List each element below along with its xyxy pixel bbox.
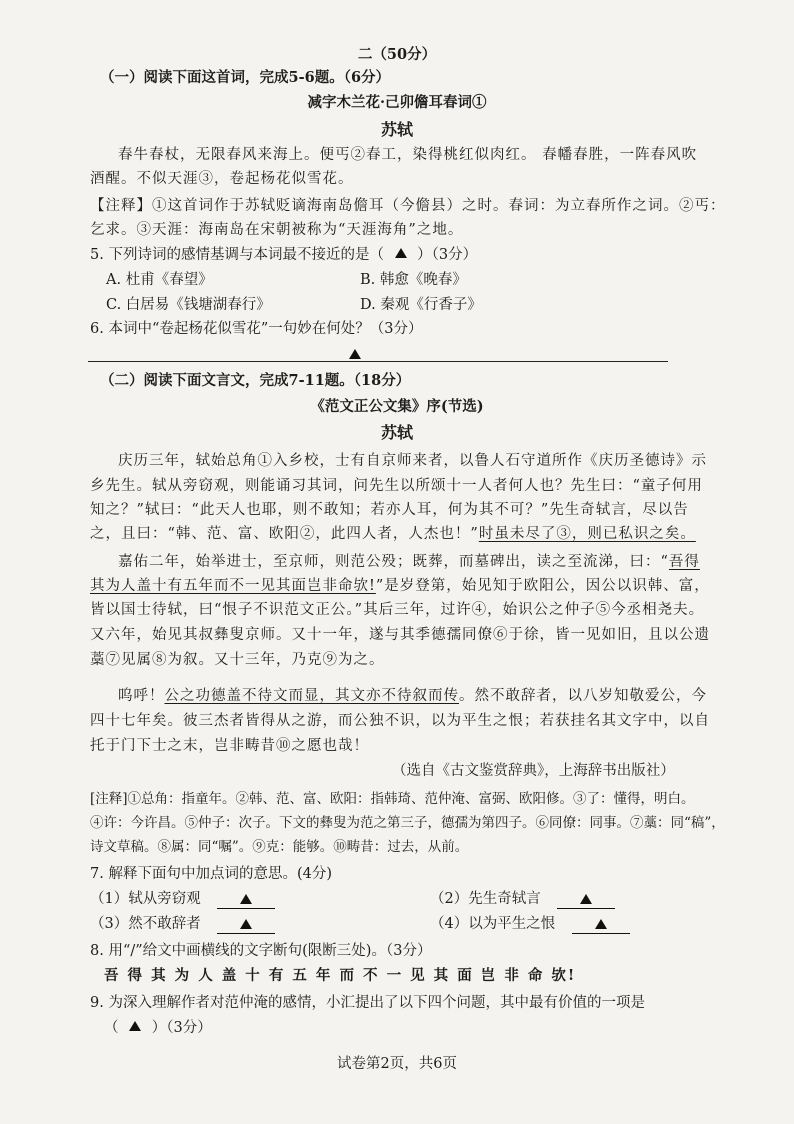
option-d: D. 秦观《行香子》 [360, 297, 482, 313]
question-7-item-text: （2）先生奇轼言 [430, 891, 541, 907]
prose-fragment: 嘉佑二年，始举进士，至京师，则范公殁；既葬，而墓碑出，读之至流涕，曰：“ [118, 554, 669, 570]
prose-title: 《范文正公文集》序(节选) [310, 398, 484, 415]
answer-triangle-icon [129, 1021, 141, 1031]
question-7-item-text: （3）然不敢辞者 [90, 916, 201, 932]
prose-author: 苏轼 [380, 423, 413, 442]
question-7-item-text: （4）以为平生之恨 [430, 916, 556, 932]
source-citation: （选自《古文鉴赏辞典》，上海辞书出版社） [392, 763, 675, 779]
prose-fragment-underlined: 公之功德盖不待文而显，其文亦不待叙而传 [164, 688, 459, 704]
prose-line: 庆历三年，轼始总角①入乡校，士有自京师来者，以鲁人石守道所作《庆历圣德诗》示 [118, 453, 707, 469]
question-9-stem: 9. 为深入理解作者对范仲淹的感情，小汇提出了以下四个问题，其中最有价值的一项是 [90, 995, 645, 1011]
prose-line: 又六年，始见其叔彝叟京师。又十一年，遂与其季德孺同僚⑥于徐，皆一见如旧，且以公遗 [90, 627, 710, 643]
question-7-stem: 7. 解释下面句中加点词的意思。(4分) [90, 866, 332, 882]
poem-line: 春牛春杖，无限春风来海上。便丐②春工，染得桃红似肉红。 春幡春胜，一阵春风吹 [118, 147, 698, 163]
question-5-points: ）（3分） [417, 247, 478, 263]
prose-line: 皆以国士待轼，曰“恨子不识范文正公。”其后三年，过许④，始识公之仲子⑤今丞相尧夫。 [90, 602, 705, 618]
question-7-item [430, 890, 615, 909]
prose-fragment: 。然不敢辞者，以八岁知敬爱公，今 [459, 688, 707, 704]
answer-triangle-icon [595, 919, 607, 929]
question-7-item [90, 915, 275, 934]
poem-note-line: 乞求。③天涯：海南岛在宋朝被称为“天涯海角”之地。 [90, 222, 464, 238]
question-7-item [90, 890, 275, 909]
answer-blank [217, 917, 275, 934]
question-8-stem: 8. 用“/”给文中画横线的文字断句(限断三处)。（3分） [90, 943, 432, 959]
prose-note-line: 诗文草稿。⑧属：同“嘱”。⑨克：能够。⑩畴昔：过去，从前。 [90, 839, 469, 855]
page-footer: 试卷第2页，共6页 [337, 1056, 457, 1072]
prose-line: 知之？”轼曰：“此天人也耶，则不敢知；若亦人耳，何为其不可？”先生奇轼言，尽以告 [90, 502, 689, 518]
prose-line: 托于门下士之末，岂非畴昔⑩之愿也哉！ [90, 738, 369, 754]
question-6-stem: 6. 本词中“卷起杨花似雪花”一句妙在何处？（3分） [90, 321, 423, 337]
poem-title: 减字木兰花·己卯儋耳春词① [307, 94, 487, 111]
part2-instruction: （二）阅读下面文言文，完成7-11题。（18分） [100, 372, 411, 389]
part1-instruction: （一）阅读下面这首词，完成5-6题。（6分） [100, 69, 391, 86]
prose-line: 四十七年矣。彼三杰者皆得从之游，而公独不识，以为平生之恨；若获挂名其文字中，以自 [90, 713, 710, 729]
answer-blank [572, 917, 630, 934]
answer-blank [217, 892, 275, 909]
question-5-stem [90, 246, 477, 264]
prose-line: 藁⑦见属⑧为叙。又十三年，乃克⑨为之。 [90, 652, 385, 668]
prose-fragment-underlined: 其为人盖十有五年而不一见其面岂非命欤! [90, 578, 376, 594]
section-header: 二（50分） [357, 46, 437, 63]
prose-note-line: [注释]①总角：指童年。②韩、范、富、欧阳：指韩琦、范仲淹、富弼、欧阳修。③了：懂得，明白。 [90, 791, 695, 807]
answer-divider [88, 361, 668, 362]
prose-line: 乡先生。轼从旁窃观，则能诵习其词，问先生以所颂十一人者何人也？先生曰：“童子何用 [90, 478, 703, 494]
poem-note-line: 【注释】①这首词作于苏轼贬谪海南岛儋耳（今儋县）之时。春词：为立春所作之词。②丐： [90, 198, 726, 214]
question-5-text: 5. 下列诗词的感情基调与本词最不接近的是（ [90, 247, 384, 263]
poem-author: 苏轼 [380, 120, 413, 139]
prose-line [90, 577, 710, 595]
option-a: A. 杜甫《春望》 [106, 272, 213, 288]
option-c: C. 白居易《钱塘湖春行》 [106, 297, 271, 313]
option-b: B. 韩愈《晚春》 [360, 272, 467, 288]
question-7-item-text: （1）轼从旁窃观 [90, 891, 201, 907]
answer-triangle-icon [240, 894, 252, 904]
prose-fragment-underlined: 吾得 [668, 554, 700, 570]
question-7-item [430, 915, 630, 934]
answer-blank [557, 892, 615, 909]
question-8-text: 吾 得 其 为 人 盖 十 有 五 年 而 不 一 见 其 面 岂 非 命 欤! [104, 967, 577, 984]
prose-fragment: 之，且曰：“韩、范、富、欧阳②，此四人者，人杰也！” [90, 526, 479, 542]
prose-fragment-underlined: 时虽未尽了③，则已私识之矣。 [478, 526, 696, 542]
question-9-points: ）（3分） [151, 1020, 212, 1036]
prose-fragment: 呜呼！ [118, 688, 165, 704]
prose-fragment: ”是岁登第，始见知于欧阳公，因公以识韩、富， [375, 578, 710, 594]
answer-triangle-icon [395, 248, 407, 258]
question-9-answer [104, 1019, 212, 1037]
prose-note-line: ④许：今许昌。⑤仲子：次子。下文的彝叟为范之第三子，德孺为第四子。⑥同僚：同事。⑦藁：同“稿”， [90, 815, 725, 831]
prose-line [90, 525, 696, 543]
answer-triangle-icon [580, 894, 592, 904]
prose-line [118, 553, 700, 571]
poem-line: 酒醒。不似天涯③，卷起杨花似雪花。 [90, 171, 354, 187]
paren-open: （ [104, 1020, 119, 1036]
prose-line [118, 687, 707, 705]
answer-triangle-icon [240, 919, 252, 929]
